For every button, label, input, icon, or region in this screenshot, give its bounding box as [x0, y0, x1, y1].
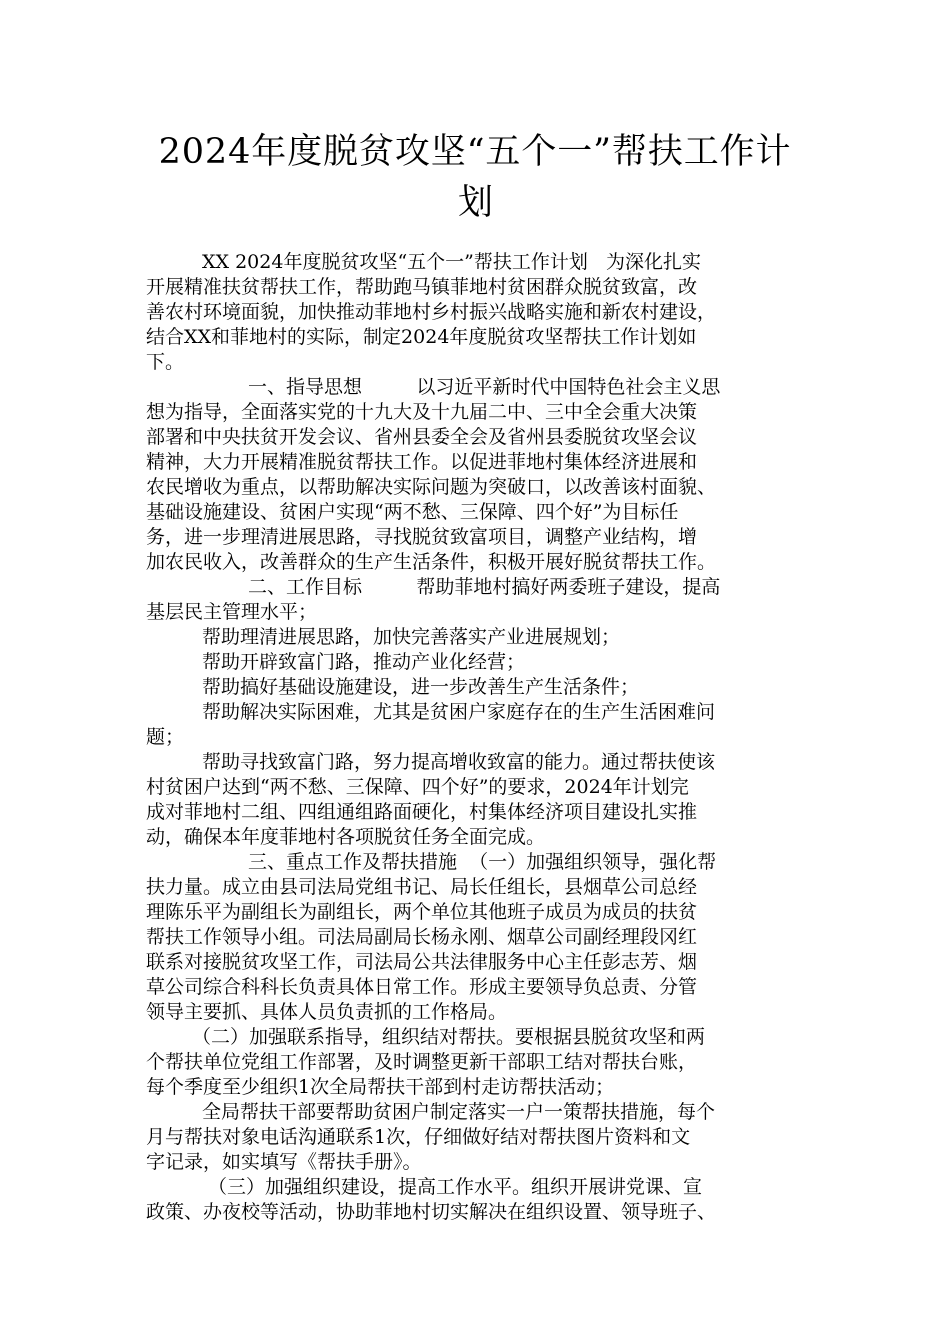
body-line: 草公司综合科科长负责具体日常工作。形成主要领导负总责、分管 [146, 976, 698, 998]
body-line: 每个季度至少组织1次全局帮扶干部到村走访帮扶活动； [146, 1076, 615, 1098]
body-line: 全局帮扶干部要帮助贫困户制定落实一户一策帮扶措施，每个 [202, 1101, 716, 1123]
body-line: 结合XX和菲地村的实际，制定2024年度脱贫攻坚帮扶工作计划如 [146, 326, 697, 348]
body-line: 字记录，如实填写《帮扶手册》。 [146, 1151, 422, 1173]
body-line: 理陈乐平为副组长为副组长，两个单位其他班子成员为成员的扶贫 [146, 901, 698, 923]
body-line: （二）加强联系指导，组织结对帮扶。要根据县脱贫攻坚和两 [192, 1026, 706, 1048]
body-line: 帮助解决实际困难，尤其是贫困户家庭存在的生产生活困难问 [202, 701, 716, 723]
section-heading-line: 二、工作目标 帮助菲地村搞好两委班子建设，提高 [248, 576, 721, 598]
body-line: 加农民收入，改善群众的生产生活条件，积极开展好脱贫帮扶工作。 [146, 551, 717, 573]
body-line: 开展精准扶贫帮扶工作，帮助跑马镇菲地村贫困群众脱贫致富，改 [146, 276, 698, 298]
body-line: 下。 [146, 351, 185, 373]
body-line: 部署和中央扶贫开发会议、省州县委全会及省州县委脱贫攻坚会议 [146, 426, 698, 448]
body-line: 农民增收为重点，以帮助解决实际问题为突破口，以改善该村面貌、 [146, 476, 717, 498]
body-line: 帮助寻找致富门路，努力提高增收致富的能力。通过帮扶使该 [202, 751, 716, 773]
body-line: 帮助开辟致富门路，推动产业化经营； [202, 651, 526, 673]
document-title-line-1: 2024年度脱贫攻坚“五个一”帮扶工作计 [158, 132, 792, 172]
body-line: 基础设施建设、贫困户实现“两不愁、三保障、四个好”为目标任 [146, 501, 679, 523]
body-line: 帮助理清进展思路，加快完善落实产业进展规划； [202, 626, 621, 648]
body-line: 个帮扶单位党组工作部署，及时调整更新干部职工结对帮扶台账， [146, 1051, 698, 1073]
body-line: 领导主要抓、具体人员负责抓的工作格局。 [146, 1001, 508, 1023]
body-line: XX 2024年度脱贫攻坚“五个一”帮扶工作计划 为深化扎实 [202, 251, 701, 273]
body-line: 帮助搞好基础设施建设，进一步改善生产生活条件； [202, 676, 640, 698]
body-line: 动，确保本年度菲地村各项脱贫任务全面完成。 [146, 826, 546, 848]
body-line: 想为指导，全面落实党的十九大及十九届二中、三中全会重大决策 [146, 401, 698, 423]
body-line: 精神，大力开展精准脱贫帮扶工作。以促进菲地村集体经济进展和 [146, 451, 698, 473]
body-line: （三）加强组织建设，提高工作水平。组织开展讲党课、宣 [208, 1176, 703, 1198]
body-line: 基层民主管理水平； [146, 601, 318, 623]
section-heading-line: 三、重点工作及帮扶措施 （一）加强组织领导，强化帮 [248, 851, 717, 873]
body-line: 成对菲地村二组、四组通组路面硬化，村集体经济项目建设扎实推 [146, 801, 698, 823]
body-line: 村贫困户达到“两不愁、三保障、四个好”的要求，2024年计划完 [146, 776, 689, 798]
body-line: 题； [146, 726, 185, 748]
body-line: 扶力量。成立由县司法局党组书记、局长任组长，县烟草公司总经 [146, 876, 698, 898]
body-line: 月与帮扶对象电话沟通联系1次，仔细做好结对帮扶图片资料和文 [146, 1126, 691, 1148]
section-heading-line: 一、指导思想 以习近平新时代中国特色社会主义思 [248, 376, 721, 398]
body-line: 善农村环境面貌，加快推动菲地村乡村振兴战略实施和新农村建设， [146, 301, 717, 323]
body-line: 联系对接脱贫攻坚工作，司法局公共法律服务中心主任彭志芳、烟 [146, 951, 698, 973]
document-title-line-2: 划 [457, 183, 492, 223]
body-line: 帮扶工作领导小组。司法局副局长杨永刚、烟草公司副经理段冈红 [146, 926, 698, 948]
body-line: 政策、办夜校等活动，协助菲地村切实解决在组织设置、领导班子、 [146, 1201, 717, 1223]
body-line: 务，进一步理清进展思路，寻找脱贫致富项目，调整产业结构，增 [146, 526, 698, 548]
